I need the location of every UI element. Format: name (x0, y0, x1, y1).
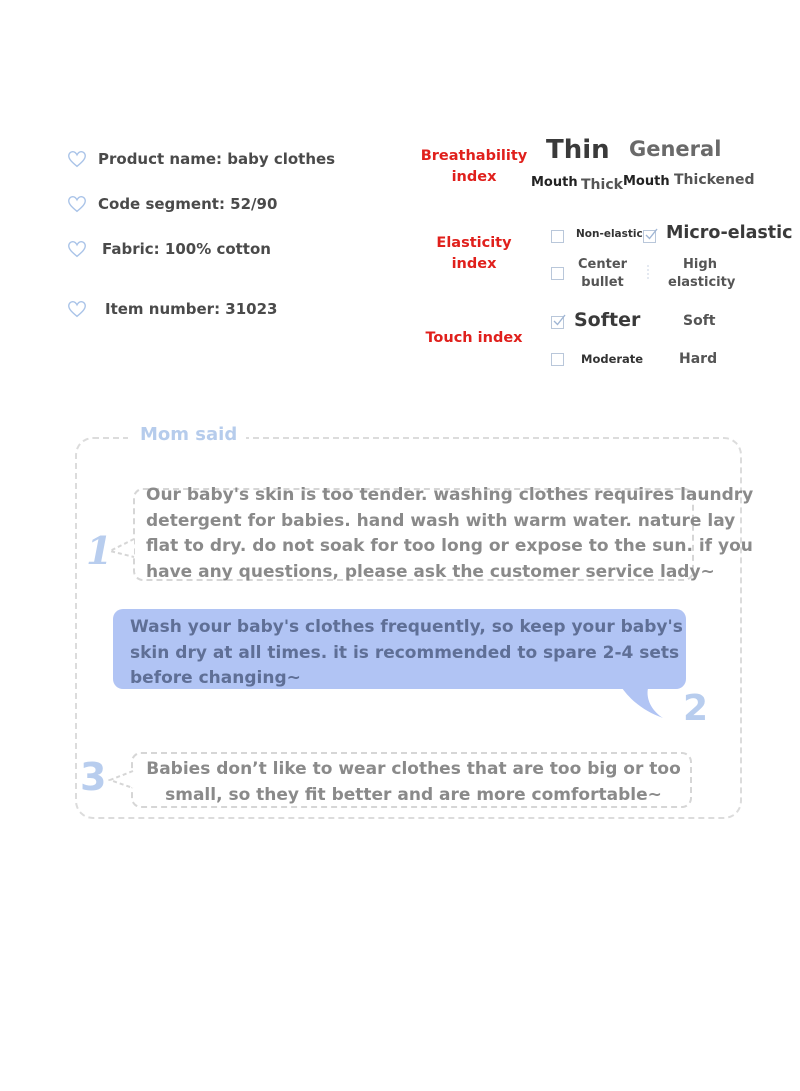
tip-1-line-2: detergent for babies. hand wash with warm water. nature lay (146, 510, 736, 531)
tip-1-text (146, 483, 753, 585)
micro-elastic-label: Micro-elastic (666, 223, 793, 243)
breathability-label (420, 146, 528, 188)
micro-elastic-checkbox (643, 230, 656, 243)
center-bullet-label (578, 256, 627, 292)
product-name: Product name: baby clothes (98, 150, 336, 168)
fabric: Fabric: 100% cotton (102, 240, 271, 258)
center-bullet-line2: bullet (581, 275, 624, 290)
code-segment: Code segment: 52/90 (98, 195, 278, 213)
high-elasticity-line2: elasticity (668, 275, 736, 290)
softer-label: Softer (574, 309, 641, 331)
elasticity-label (430, 233, 518, 275)
tip-3-text (133, 757, 694, 808)
item-number: Item number: 31023 (105, 300, 278, 318)
tip-3-line-1: Babies don’t like to wear clothes that are too big or too (146, 759, 681, 779)
moderate-label: Moderate (581, 352, 644, 366)
breathability-label-line2: index (451, 169, 497, 185)
high-elasticity-label (668, 256, 736, 292)
mouth-label-2: Mouth (623, 174, 670, 189)
center-bullet-line1: Center (578, 257, 628, 272)
touch-index-label: Touch index (425, 330, 523, 346)
non-elastic-label: Non-elastic (576, 228, 643, 240)
code-segment-row (66, 193, 277, 215)
heart-icon (66, 193, 88, 215)
tip-2-text (130, 615, 683, 692)
breathability-label-line1: Breathability (420, 148, 528, 164)
tip-1-line-4: have any questions, please ask the customer service lady~ (146, 561, 715, 582)
soft-label: Soft (683, 313, 716, 329)
tip-2-line-2: skin dry at all times. it is recommended to spare 2-4 sets (130, 642, 680, 663)
tip-3-number: 3 (80, 755, 107, 799)
item-number-row (66, 298, 277, 320)
tip-2-line-1: Wash your baby's clothes frequently, so keep your baby's (130, 617, 683, 637)
elasticity-label-line2: index (451, 256, 497, 272)
product-name-row (66, 148, 335, 170)
thick-label: Thick (581, 177, 623, 193)
checkmark-icon (551, 313, 567, 329)
tip-3-tail-icon (108, 768, 134, 792)
checkmark-icon (643, 227, 659, 243)
elasticity-label-line1: Elasticity (436, 235, 512, 251)
heart-icon (66, 148, 88, 170)
hard-label: Hard (679, 351, 718, 367)
thickened-label: Thickened (674, 172, 755, 188)
softer-checkbox (551, 316, 564, 329)
tip-1-line-1: Our baby's skin is too tender. washing clothes requires laundry (146, 485, 754, 505)
mouth-label-1: Mouth (531, 175, 578, 190)
fabric-row (66, 238, 271, 260)
moderate-checkbox (551, 353, 564, 366)
mom-said-title: Mom said (140, 424, 238, 445)
heart-icon (66, 298, 88, 320)
tip-2-line-3: before changing~ (130, 668, 301, 688)
heart-icon (66, 238, 88, 260)
non-elastic-checkbox (551, 230, 564, 243)
general-label: General (629, 137, 722, 161)
tip-3-line-2: small, so they fit better and are more comfortable~ (165, 784, 662, 805)
center-bullet-checkbox (551, 267, 564, 280)
high-elasticity-line1: High (683, 257, 717, 272)
tip-1-number: 1 (86, 528, 113, 573)
tip-2-number: 2 (683, 688, 709, 729)
thin-label: Thin (546, 135, 610, 165)
tick-mark-icon (645, 264, 651, 280)
tip-1-line-3: flat to dry. do not soak for too long or expose to the sun. if you (146, 536, 753, 556)
